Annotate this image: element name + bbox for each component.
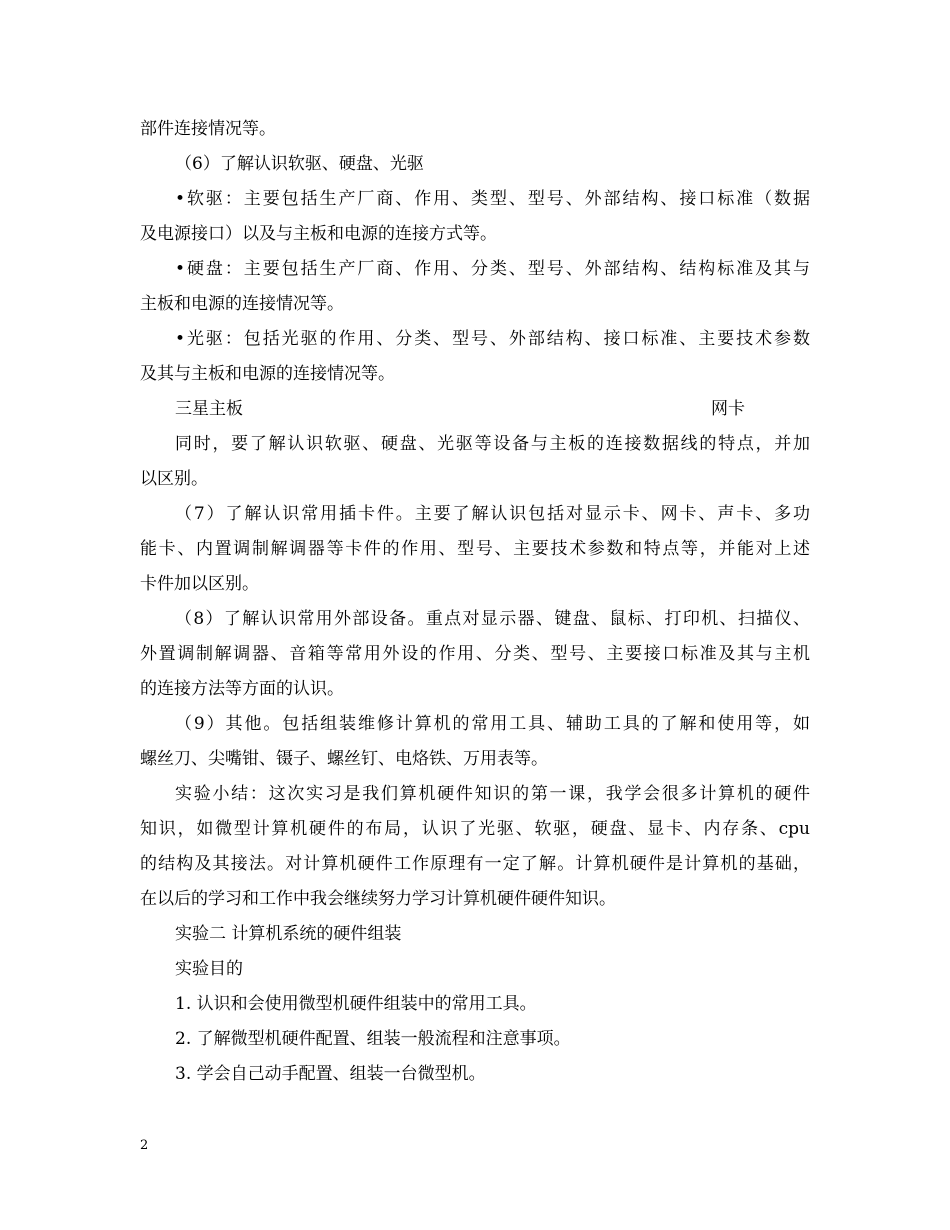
paragraph-line: 外置调制解调器、音箱等常用外设的作用、分类、型号、主要接口标准及其与主机 bbox=[140, 644, 810, 664]
image-caption-left: 三星主板 bbox=[175, 399, 243, 419]
list-item: 1. 认识和会使用微型机硬件组装中的常用工具。 bbox=[175, 994, 537, 1014]
paragraph-line: （7）了解认识常用插卡件。主要了解认识包括对显示卡、网卡、声卡、多功 bbox=[175, 504, 810, 524]
paragraph-line: 实验小结：这次实习是我们算机硬件知识的第一课，我学会很多计算机的硬件 bbox=[175, 784, 810, 804]
paragraph-line: 卡件加以区别。 bbox=[140, 574, 259, 594]
paragraph-line: 及其与主板和电源的连接情况等。 bbox=[140, 364, 395, 384]
paragraph-line: （8）了解认识常用外部设备。重点对显示器、键盘、鼠标、打印机、扫描仪、 bbox=[175, 609, 810, 629]
paragraph-line: 同时，要了解认识软驱、硬盘、光驱等设备与主板的连接数据线的特点，并加 bbox=[175, 434, 810, 454]
list-item: 3. 学会自己动手配置、组装一台微型机。 bbox=[175, 1064, 486, 1084]
paragraph-line: 主板和电源的连接情况等。 bbox=[140, 294, 344, 314]
list-item: 2. 了解微型机硬件配置、组装一般流程和注意事项。 bbox=[175, 1029, 571, 1049]
subheading: 实验目的 bbox=[175, 959, 243, 979]
paragraph-line: 的连接方法等方面的认识。 bbox=[140, 679, 344, 699]
paragraph-line: 及电源接口）以及与主板和电源的连接方式等。 bbox=[140, 224, 497, 244]
paragraph-line: •硬盘：主要包括生产厂商、作用、分类、型号、外部结构、结构标准及其与 bbox=[175, 259, 810, 279]
image-caption-right: 网卡 bbox=[711, 399, 745, 419]
paragraph-line: 知识，如微型计算机硬件的布局，认识了光驱、软驱，硬盘、显卡、内存条、cpu bbox=[140, 819, 810, 839]
paragraph-line: 在以后的学习和工作中我会继续努力学习计算机硬件硬件知识。 bbox=[140, 889, 616, 909]
section-heading: （6）了解认识软驱、硬盘、光驱 bbox=[175, 154, 424, 174]
paragraph-line: 螺丝刀、尖嘴钳、镊子、螺丝钉、电烙铁、万用表等。 bbox=[140, 749, 548, 769]
image-caption-row bbox=[175, 398, 745, 420]
paragraph-line: （9）其他。包括组装维修计算机的常用工具、辅助工具的了解和使用等，如 bbox=[175, 714, 810, 734]
page-number: 2 bbox=[140, 1138, 149, 1153]
paragraph-line: •光驱：包括光驱的作用、分类、型号、外部结构、接口标准、主要技术参数 bbox=[175, 329, 810, 349]
paragraph-line: 以区别。 bbox=[140, 469, 208, 489]
paragraph-line: •软驱：主要包括生产厂商、作用、类型、型号、外部结构、接口标准（数据 bbox=[175, 189, 810, 209]
paragraph-line: 能卡、内置调制解调器等卡件的作用、型号、主要技术参数和特点等，并能对上述 bbox=[140, 539, 810, 559]
paragraph-line: 部件连接情况等。 bbox=[140, 119, 276, 139]
paragraph-line: 的结构及其接法。对计算机硬件工作原理有一定了解。计算机硬件是计算机的基础， bbox=[140, 854, 810, 874]
section-heading: 实验二 计算机系统的硬件组装 bbox=[175, 924, 402, 944]
